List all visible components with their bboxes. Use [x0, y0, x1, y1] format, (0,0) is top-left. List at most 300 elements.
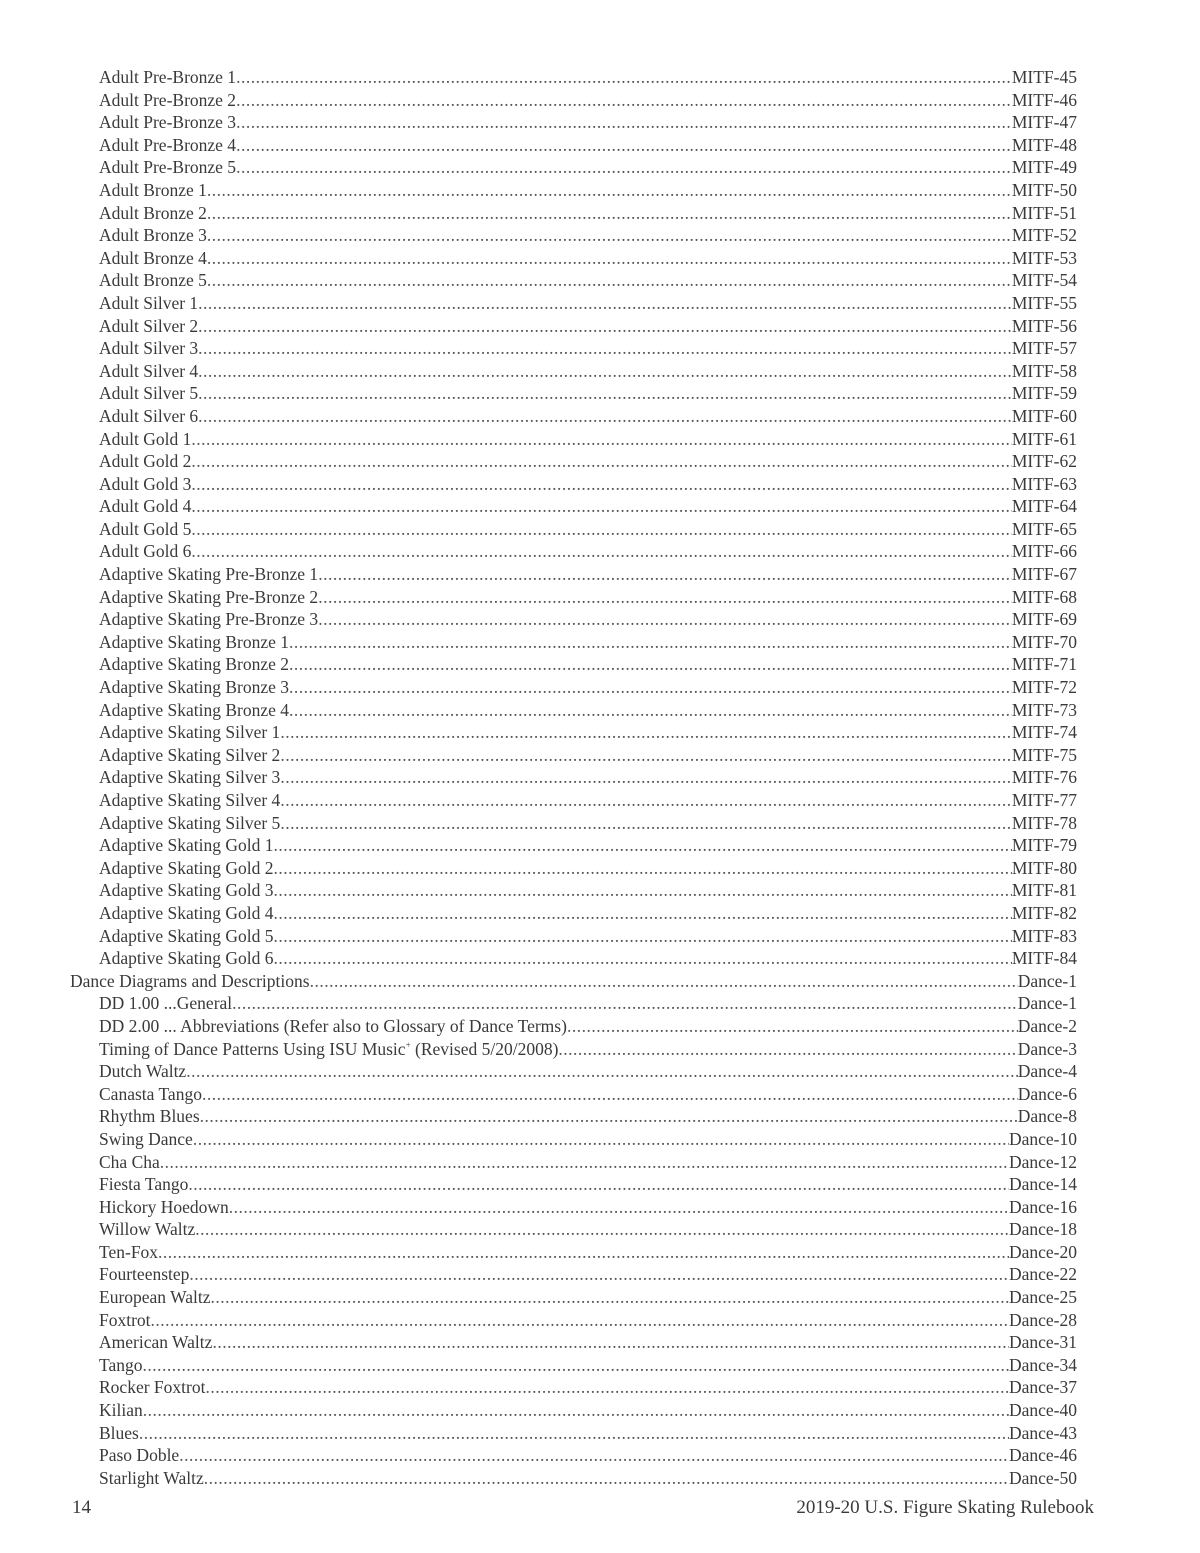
toc-entry-page: Dance-3: [1017, 1038, 1077, 1059]
toc-entry: [70, 721, 1077, 744]
dot-leader: [198, 382, 1012, 405]
toc-entry-title: Adult Silver 3: [99, 338, 199, 359]
dot-leader: [274, 925, 1012, 948]
toc-entry-title: Kilian: [99, 1400, 143, 1421]
toc-entry-label: [99, 1105, 200, 1128]
toc-entry: [70, 1467, 1077, 1490]
toc-entry-page: Dance-22: [1008, 1264, 1077, 1285]
toc-entry-label: [99, 224, 207, 247]
toc-entry-page: Dance-31: [1008, 1332, 1077, 1353]
toc-entry-page: Dance-4: [1017, 1061, 1077, 1082]
toc-entry-title: Adaptive Skating Bronze 1: [99, 631, 290, 652]
toc-entry: [70, 902, 1077, 925]
toc-entry-title: Hickory Hoedown: [99, 1196, 229, 1217]
toc-entry-title: Adaptive Skating Pre-Bronze 2: [99, 586, 319, 607]
toc-entry: [70, 1196, 1077, 1219]
toc-entry-label: [99, 947, 274, 970]
toc-entry-title: Adult Silver 1: [99, 292, 199, 313]
toc-entry-title: Adult Pre-Bronze 5: [99, 157, 237, 178]
toc-entry-page: MITF-62: [1011, 451, 1077, 472]
toc-entry-label: [99, 812, 280, 835]
toc-entry-page: Dance-16: [1008, 1196, 1077, 1217]
toc-entry-title: Adaptive Skating Gold 5: [99, 925, 274, 946]
toc-entry-title: Adult Gold 1: [99, 428, 192, 449]
toc-entry-label: [99, 879, 274, 902]
toc-entry: [70, 1015, 1077, 1038]
toc-entry: [70, 1354, 1077, 1377]
dot-leader: [158, 1241, 1009, 1264]
dot-leader: [205, 1376, 1009, 1399]
toc-entry-superscript: +: [405, 1039, 411, 1050]
dot-leader: [198, 315, 1012, 338]
toc-entry-page: MITF-69: [1011, 609, 1077, 630]
toc-entry-label: [99, 89, 236, 112]
toc-entry: [70, 744, 1077, 767]
toc-entry: [70, 1060, 1077, 1083]
toc-entry-label: [99, 744, 280, 767]
toc-entry-page: MITF-47: [1011, 112, 1077, 133]
toc-entry-page: MITF-52: [1011, 225, 1077, 246]
dot-leader: [188, 1173, 1009, 1196]
toc-entry-page: MITF-77: [1011, 790, 1077, 810]
toc-entry-title: Dutch Waltz: [99, 1061, 187, 1082]
toc-entry-label: [99, 247, 207, 270]
toc-entry: [70, 1331, 1077, 1354]
toc-entry-label: [99, 1467, 204, 1490]
toc-entry-page: MITF-49: [1011, 157, 1077, 178]
toc-entry-page: MITF-55: [1011, 292, 1077, 313]
toc-entry-label: [99, 1038, 558, 1061]
toc-entry-title: Adult Pre-Bronze 4: [99, 134, 237, 155]
toc-entry-title: Cha Cha: [99, 1151, 160, 1172]
dot-leader: [318, 608, 1012, 631]
dot-leader: [179, 1444, 1009, 1467]
toc-entry-label: [99, 179, 207, 202]
toc-entry: [70, 292, 1077, 315]
toc-entry-page: Dance-20: [1008, 1241, 1077, 1262]
toc-entry-title: Blues: [99, 1422, 139, 1443]
toc-entry-label: [99, 1444, 179, 1467]
toc-entry: [70, 315, 1077, 338]
toc-entry-label: [99, 1422, 139, 1445]
dot-leader: [151, 1309, 1009, 1332]
toc-entry: [70, 224, 1077, 247]
toc-entry-title: Adult Pre-Bronze 1: [99, 67, 237, 87]
toc-entry-label: [99, 540, 191, 563]
toc-entry: [70, 1173, 1077, 1196]
toc-entry: [70, 947, 1077, 970]
toc-entry: [70, 540, 1077, 563]
toc-entry-title: Adaptive Skating Silver 2: [99, 744, 281, 765]
dot-leader: [236, 89, 1012, 112]
toc-entry-title: Adaptive Skating Pre-Bronze 1: [99, 564, 319, 585]
footer-page-number: 14: [72, 1497, 91, 1518]
toc-entry-title: Foxtrot: [99, 1309, 151, 1330]
toc-entry-title: Fourteenstep: [99, 1264, 190, 1285]
toc-entry-title: Adaptive Skating Silver 4: [99, 790, 281, 810]
toc-entry-title: Adaptive Skating Gold 2: [99, 857, 274, 878]
dot-leader: [198, 337, 1012, 360]
toc-entry-title: Dance Diagrams and Descriptions: [70, 970, 310, 991]
toc-entry-page: Dance-12: [1008, 1151, 1077, 1172]
toc-entry: [70, 1218, 1077, 1241]
toc-entry: [70, 812, 1077, 835]
toc-entry-page: MITF-66: [1011, 541, 1077, 562]
toc-entry-page: MITF-81: [1011, 880, 1077, 901]
toc-entry-label: [99, 518, 191, 541]
toc-entry-label: [99, 495, 191, 518]
toc-entry: [70, 1241, 1077, 1264]
toc-entry-title: DD 1.00 ...General: [99, 993, 233, 1014]
toc-entry-label: [99, 360, 198, 383]
toc-entry: [70, 1263, 1077, 1286]
toc-entry: [70, 473, 1077, 496]
toc-entry: [70, 428, 1077, 451]
toc-entry-title: DD 2.00 ... Abbreviations (Refer also to Glossary of Dance Terms): [99, 1015, 567, 1036]
toc-entry-label: [99, 292, 198, 315]
toc-entry-page: Dance-8: [1017, 1106, 1077, 1127]
dot-leader: [198, 360, 1012, 383]
toc-entry-title: Adult Gold 5: [99, 518, 192, 539]
dot-leader: [207, 179, 1012, 202]
toc-entry-page: MITF-46: [1011, 89, 1077, 110]
toc-entry-label: [99, 1218, 195, 1241]
toc-entry-title: Adaptive Skating Silver 1: [99, 722, 281, 743]
toc-entry: [70, 1151, 1077, 1174]
dot-leader: [207, 224, 1012, 247]
toc-entry: [70, 1286, 1077, 1309]
toc-entry-page: MITF-71: [1011, 654, 1077, 675]
dot-leader: [289, 653, 1012, 676]
toc-entry-page: MITF-79: [1011, 835, 1077, 856]
toc-entry: [70, 1422, 1077, 1445]
dot-leader: [236, 66, 1012, 89]
toc-entry-title: Ten-Fox: [99, 1241, 159, 1262]
toc-entry-page: MITF-75: [1011, 744, 1077, 765]
toc-entry-page: Dance-46: [1008, 1445, 1077, 1466]
toc-entry-title: Adult Bronze 3: [99, 225, 207, 246]
toc-entry-title: Adaptive Skating Silver 3: [99, 767, 281, 788]
toc-entry-title: Adult Gold 4: [99, 496, 192, 517]
dot-leader: [191, 473, 1011, 496]
toc-entry-page: MITF-70: [1011, 631, 1077, 652]
toc-entry: [70, 202, 1077, 225]
toc-entry-label: [99, 766, 280, 789]
toc-entry-title: Adult Pre-Bronze 2: [99, 89, 237, 110]
toc-entry-page: Dance-1: [1017, 970, 1077, 991]
toc-entry-title: Swing Dance: [99, 1128, 193, 1149]
dot-leader: [207, 202, 1012, 225]
dot-leader: [191, 495, 1011, 518]
toc-entry: [70, 857, 1077, 880]
toc-entry-page: MITF-54: [1011, 270, 1077, 291]
toc-entry-label: [99, 1263, 189, 1286]
toc-entry-title: Adaptive Skating Pre-Bronze 3: [99, 609, 319, 630]
dot-leader: [143, 1399, 1009, 1422]
toc-entry-page: Dance-1: [1017, 993, 1077, 1014]
toc-entry-label: [99, 925, 274, 948]
toc-entry-label: [99, 428, 191, 451]
dot-leader: [207, 269, 1012, 292]
toc-entry: [70, 631, 1077, 654]
dot-leader: [310, 970, 1018, 993]
toc-entry: [70, 879, 1077, 902]
toc-entry: [70, 1128, 1077, 1151]
dot-leader: [567, 1015, 1018, 1038]
toc-entry-label: [99, 1399, 143, 1422]
dot-leader: [274, 947, 1012, 970]
dot-leader: [318, 563, 1012, 586]
dot-leader: [191, 450, 1011, 473]
toc-entry-title: Adult Bronze 2: [99, 202, 207, 223]
toc-entry-title: Adult Gold 6: [99, 541, 192, 562]
toc-entry-title: Adult Pre-Bronze 3: [99, 112, 237, 133]
dot-leader: [280, 744, 1012, 767]
toc-entry-label: [99, 1060, 186, 1083]
toc-entry-title: Adaptive Skating Bronze 3: [99, 677, 290, 698]
toc-entry-title: Adult Bronze 4: [99, 247, 207, 268]
toc-entry-title: Adaptive Skating Gold 1: [99, 835, 274, 856]
toc-entry-page: MITF-57: [1011, 338, 1077, 359]
toc-entry-title: Timing of Dance Patterns Using ISU Music: [99, 1038, 406, 1059]
toc-entry: [70, 1105, 1077, 1128]
toc-entry-page: Dance-18: [1008, 1219, 1077, 1240]
toc-entry-label: [99, 337, 198, 360]
toc-entry-page: MITF-82: [1011, 902, 1077, 923]
toc-entry-title: Willow Waltz: [99, 1219, 196, 1240]
toc-entry-title: Adult Silver 5: [99, 383, 199, 404]
toc-entry-page: MITF-48: [1011, 134, 1077, 155]
footer-book-title: 2019-20 U.S. Figure Skating Rulebook: [796, 1497, 1094, 1518]
toc-entry-label: [99, 1309, 151, 1332]
dot-leader: [289, 699, 1012, 722]
toc-entry-page: Dance-34: [1008, 1354, 1077, 1375]
toc-entry-page: Dance-28: [1008, 1309, 1077, 1330]
dot-leader: [200, 1105, 1018, 1128]
toc-entry-label: [99, 202, 207, 225]
toc-entry-title: Adaptive Skating Silver 5: [99, 812, 281, 833]
toc-entry-label: [99, 857, 274, 880]
dot-leader: [318, 586, 1012, 609]
toc-entry: [70, 925, 1077, 948]
toc-entry: [70, 1399, 1077, 1422]
dot-leader: [211, 1286, 1009, 1309]
toc-entry-title: Adult Silver 4: [99, 360, 199, 381]
toc-entry-label: [99, 134, 236, 157]
toc-entry-page: MITF-51: [1011, 202, 1077, 223]
toc-entry: [70, 247, 1077, 270]
toc-entry-label: [99, 315, 198, 338]
toc-entry-title: Adult Bronze 1: [99, 179, 207, 200]
toc-entry-label: [99, 156, 236, 179]
toc-entry-page: Dance-2: [1017, 1015, 1077, 1036]
toc-entry: [70, 699, 1077, 722]
toc-entry-title: Adaptive Skating Bronze 4: [99, 699, 290, 720]
toc-entry-page: Dance-37: [1008, 1377, 1077, 1398]
toc-entry-label: [99, 450, 191, 473]
toc-entry-title: Adaptive Skating Gold 6: [99, 948, 274, 969]
toc-entry-label: [99, 405, 198, 428]
toc-entry-title: Adult Gold 2: [99, 451, 192, 472]
toc-entry-page: MITF-50: [1011, 179, 1077, 200]
dot-leader: [274, 857, 1012, 880]
dot-leader: [189, 1263, 1009, 1286]
toc-entry-title: Paso Doble: [99, 1445, 180, 1466]
toc-entry: [70, 789, 1077, 812]
toc-entry: [70, 156, 1077, 179]
toc-entry-label: [99, 1376, 205, 1399]
dot-leader: [289, 676, 1012, 699]
toc-entry: [70, 89, 1077, 112]
dot-leader: [191, 540, 1011, 563]
dot-leader: [236, 134, 1012, 157]
toc-entry: [70, 676, 1077, 699]
toc-entry-title: Tango: [99, 1354, 143, 1375]
toc-entry-page: MITF-68: [1011, 586, 1077, 607]
toc-entry-label: [70, 970, 310, 993]
toc-entry-page: MITF-80: [1011, 857, 1077, 878]
toc-entry-title: Adult Bronze 5: [99, 270, 207, 291]
toc-entry-label: [99, 473, 191, 496]
toc-entry-page: MITF-64: [1011, 496, 1077, 517]
toc-entry-label: [99, 1151, 160, 1174]
toc-entry: [70, 66, 1077, 89]
dot-leader: [193, 1128, 1009, 1151]
toc-entry-title: Fiesta Tango: [99, 1174, 189, 1195]
toc-entry: [70, 179, 1077, 202]
toc-entry-label: [99, 676, 289, 699]
dot-leader: [280, 812, 1012, 835]
toc-entry-page: MITF-63: [1011, 473, 1077, 494]
toc-entry-page: MITF-60: [1011, 405, 1077, 426]
dot-leader: [280, 789, 1012, 812]
dot-leader: [280, 766, 1012, 789]
toc-entry: [70, 1083, 1077, 1106]
dot-leader: [274, 834, 1012, 857]
toc-entry-page: MITF-56: [1011, 315, 1077, 336]
toc-entry-title: Canasta Tango: [99, 1083, 202, 1104]
dot-leader: [204, 1467, 1009, 1490]
toc-entry: [70, 337, 1077, 360]
toc-entry: [70, 653, 1077, 676]
toc-entry-page: Dance-14: [1008, 1174, 1077, 1195]
toc-entry: [70, 495, 1077, 518]
toc-entry: [70, 608, 1077, 631]
toc-entry: [70, 834, 1077, 857]
dot-leader: [207, 247, 1012, 270]
dot-leader: [232, 992, 1018, 1015]
dot-leader: [558, 1038, 1017, 1061]
toc-entry-page: MITF-65: [1011, 518, 1077, 539]
toc-entry: [70, 1444, 1077, 1467]
dot-leader: [236, 111, 1012, 134]
toc-entry-title-suffix: (Revised 5/20/2008): [410, 1038, 559, 1059]
toc-entry-page: MITF-74: [1011, 722, 1077, 743]
toc-entry-page: Dance-25: [1008, 1287, 1077, 1308]
toc-entry-title: Adult Silver 2: [99, 315, 199, 336]
toc-entry-page: MITF-58: [1011, 360, 1077, 381]
toc-entry: [70, 382, 1077, 405]
toc-entry-label: [99, 653, 289, 676]
dot-leader: [198, 405, 1012, 428]
toc-entry-page: Dance-40: [1008, 1400, 1077, 1421]
dot-leader: [236, 156, 1012, 179]
toc-entry-title: Adaptive Skating Gold 4: [99, 902, 274, 923]
toc-entry-page: MITF-67: [1011, 564, 1077, 585]
toc-entry-label: [99, 111, 236, 134]
toc-entry-label: [99, 1331, 212, 1354]
toc-entry: [70, 134, 1077, 157]
toc-entry-page: MITF-59: [1011, 383, 1077, 404]
toc-entry-label: [99, 902, 274, 925]
dot-leader: [160, 1151, 1009, 1174]
dot-leader: [202, 1083, 1018, 1106]
toc-entry-label: [99, 563, 318, 586]
toc-entry-label: [99, 586, 318, 609]
toc-entry-page: MITF-45: [1011, 67, 1077, 87]
toc-entry: [70, 111, 1077, 134]
toc-entry: [70, 970, 1077, 993]
toc-entry-label: [99, 1241, 158, 1264]
toc-entry-title: Adult Silver 6: [99, 405, 199, 426]
toc-entry-page: MITF-72: [1011, 677, 1077, 698]
toc-entry-page: MITF-76: [1011, 767, 1077, 788]
toc-entry-label: [99, 1083, 202, 1106]
toc-entry-page: MITF-78: [1011, 812, 1077, 833]
toc-entry: [70, 360, 1077, 383]
toc-entry-label: [99, 1286, 211, 1309]
toc-entry-title: Adaptive Skating Gold 3: [99, 880, 274, 901]
dot-leader: [139, 1422, 1009, 1445]
table-of-contents: [70, 66, 1077, 1489]
toc-entry-label: [99, 1196, 229, 1219]
dot-leader: [198, 292, 1012, 315]
toc-entry-label: [99, 992, 232, 1015]
toc-entry-label: [99, 699, 289, 722]
toc-entry-title: Rocker Foxtrot: [99, 1377, 206, 1398]
toc-entry-label: [99, 1128, 193, 1151]
toc-entry-title: Adult Gold 3: [99, 473, 192, 494]
toc-entry-title: Rhythm Blues: [99, 1106, 200, 1127]
toc-entry: [70, 1376, 1077, 1399]
toc-entry: [70, 450, 1077, 473]
toc-entry-page: Dance-6: [1017, 1083, 1077, 1104]
dot-leader: [195, 1218, 1009, 1241]
toc-entry-label: [99, 269, 207, 292]
toc-entry: [70, 586, 1077, 609]
dot-leader: [289, 631, 1012, 654]
toc-entry: [70, 992, 1077, 1015]
toc-entry-label: [99, 608, 318, 631]
toc-entry-page: Dance-43: [1008, 1422, 1077, 1443]
toc-entry: [70, 1038, 1077, 1061]
dot-leader: [229, 1196, 1009, 1219]
toc-entry-page: Dance-10: [1008, 1128, 1077, 1149]
dot-leader: [143, 1354, 1009, 1377]
dot-leader: [274, 879, 1012, 902]
toc-entry-title: Starlight Waltz: [99, 1467, 204, 1488]
dot-leader: [191, 428, 1011, 451]
dot-leader: [280, 721, 1012, 744]
toc-entry-page: MITF-84: [1011, 948, 1077, 969]
toc-entry-page: MITF-83: [1011, 925, 1077, 946]
toc-entry: [70, 405, 1077, 428]
toc-entry-page: MITF-61: [1011, 428, 1077, 449]
toc-entry-label: [99, 1173, 188, 1196]
toc-entry-title: Adaptive Skating Bronze 2: [99, 654, 290, 675]
toc-entry-label: [99, 382, 198, 405]
toc-entry-label: [99, 834, 274, 857]
